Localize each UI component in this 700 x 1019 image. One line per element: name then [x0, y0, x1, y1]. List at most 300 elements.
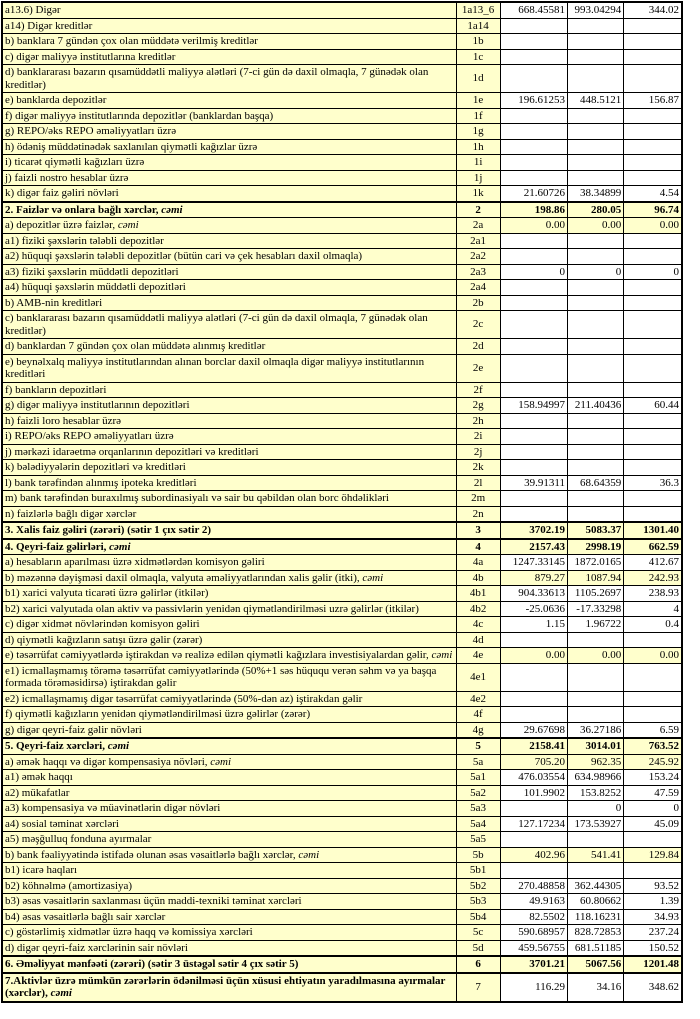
table-row: [2, 847, 682, 863]
row-label-cell: [2, 522, 456, 539]
row-value-cell-3: 348.62: [624, 973, 682, 1002]
table-row: [2, 707, 682, 723]
row-value-cell-2: 0.00: [567, 218, 623, 234]
row-code-cell: 2a1: [456, 233, 500, 249]
row-label: i) REPO/əks REPO əməliyyatları üzrə: [5, 430, 174, 442]
row-value-cell-1: 29.67698: [500, 722, 567, 738]
row-value-cell-1: [500, 311, 567, 339]
row-label-cell: [2, 18, 456, 34]
row-label-cell: [2, 218, 456, 234]
row-label: n) faizlərlə bağlı digər xərclər: [5, 507, 137, 520]
row-value-cell-3: [624, 863, 682, 879]
table-row: [2, 382, 682, 398]
row-value-cell-2: [567, 139, 623, 155]
row-value-cell-2: [567, 34, 623, 50]
table-row: [2, 18, 682, 34]
table-row: [2, 2, 682, 18]
row-code-cell: 4e2: [456, 691, 500, 707]
table-row: [2, 691, 682, 707]
table-row: [2, 940, 682, 956]
row-label: a) əmək haqqı və digər kompensasiya növləri,: [5, 755, 211, 768]
row-value-cell-3: [624, 65, 682, 93]
row-value-cell-1: [500, 354, 567, 382]
table-row: [2, 108, 682, 124]
row-code-cell: 5b: [456, 847, 500, 863]
row-value-cell-2: 362.44305: [567, 878, 623, 894]
row-value-cell-3: 763.52: [624, 738, 682, 754]
row-code-cell: 4c: [456, 617, 500, 633]
row-value-cell-1: 39.91311: [500, 475, 567, 491]
row-value-cell-3: 4: [624, 601, 682, 617]
row-code-cell: 5a4: [456, 816, 500, 832]
row-value-cell-3: 242.93: [624, 570, 682, 586]
row-label: a2) mükafatlar: [5, 786, 70, 799]
row-label: a3) fiziki şəxslərin müddətli depozitləri: [5, 265, 179, 278]
row-label-cell: [2, 264, 456, 280]
row-value-cell-3: 96.74: [624, 202, 682, 218]
row-value-cell-3: [624, 663, 682, 691]
row-code-cell: 2h: [456, 413, 500, 429]
row-label: a1) əmək haqqı: [5, 771, 73, 783]
row-value-cell-3: [624, 280, 682, 296]
row-code-cell: 4b: [456, 570, 500, 586]
row-label: d) banklararası bazarın qısamüddətli maliyyə alətləri (7-ci gün də daxil olmaqla, 7 günədək olan kreditlər): [5, 66, 429, 91]
row-label-cell: [2, 311, 456, 339]
row-value-cell-3: 156.87: [624, 93, 682, 109]
row-label-cell: [2, 832, 456, 848]
row-label-cell: [2, 170, 456, 186]
row-value-cell-1: 198.86: [500, 202, 567, 218]
row-value-cell-3: [624, 233, 682, 249]
row-value-cell-1: -25.0636: [500, 601, 567, 617]
row-code-cell: 1k: [456, 186, 500, 202]
row-value-cell-2: 993.04294: [567, 2, 623, 18]
row-value-cell-3: 60.44: [624, 398, 682, 414]
table-row: [2, 139, 682, 155]
row-value-cell-1: [500, 429, 567, 445]
row-value-cell-3: [624, 249, 682, 265]
row-code-cell: 4a: [456, 555, 500, 571]
row-value-cell-3: 4.54: [624, 186, 682, 202]
row-value-cell-3: [624, 18, 682, 34]
row-label: a2) hüquqi şəxslərin tələbli depozitlər (bütün cari və çek hesabları daxil olmaqla): [5, 250, 363, 262]
row-code-cell: 2m: [456, 491, 500, 507]
row-label-cell: [2, 956, 456, 973]
row-value-cell-3: 1201.48: [624, 956, 682, 973]
row-label-italic-suffix: cəmi: [161, 203, 183, 216]
row-value-cell-1: 82.5502: [500, 909, 567, 925]
row-value-cell-3: 0.00: [624, 218, 682, 234]
row-value-cell-1: [500, 632, 567, 648]
row-code-cell: 2a4: [456, 280, 500, 296]
row-label-cell: [2, 249, 456, 265]
table-row: [2, 586, 682, 602]
row-value-cell-1: 21.60726: [500, 186, 567, 202]
row-value-cell-2: 541.41: [567, 847, 623, 863]
row-code-cell: 2a2: [456, 249, 500, 265]
row-value-cell-3: [624, 382, 682, 398]
row-code-cell: 5b1: [456, 863, 500, 879]
row-label: b) məzənnə dəyişməsi daxil olmaqla, valyuta əməliyyatlarından xalis gəlir (itki),: [5, 571, 363, 584]
row-code-cell: 2a: [456, 218, 500, 234]
row-code-cell: 4f: [456, 707, 500, 723]
row-value-cell-1: 116.29: [500, 973, 567, 1002]
row-label-cell: [2, 280, 456, 296]
row-value-cell-1: [500, 155, 567, 171]
row-value-cell-1: 3702.19: [500, 522, 567, 539]
row-value-cell-3: [624, 155, 682, 171]
table-row: [2, 832, 682, 848]
row-label: h) faizli loro hesablar üzrə: [5, 414, 122, 427]
row-value-cell-1: [500, 382, 567, 398]
table-row: [2, 785, 682, 801]
row-code-cell: 5a: [456, 754, 500, 770]
row-value-cell-3: [624, 429, 682, 445]
row-value-cell-2: [567, 249, 623, 265]
row-value-cell-2: 1872.0165: [567, 555, 623, 571]
table-row: [2, 65, 682, 93]
row-value-cell-1: [500, 139, 567, 155]
row-label-cell: [2, 124, 456, 140]
row-value-cell-1: [500, 506, 567, 522]
row-value-cell-2: [567, 18, 623, 34]
row-label-cell: [2, 2, 456, 18]
row-value-cell-3: [624, 139, 682, 155]
table-row: [2, 617, 682, 633]
row-code-cell: 1i: [456, 155, 500, 171]
row-label: c) digər maliyyə institutlarına kreditlər: [5, 50, 176, 63]
table-row: [2, 863, 682, 879]
row-value-cell-1: 0.00: [500, 218, 567, 234]
row-code-cell: 2i: [456, 429, 500, 445]
row-label: e) banklarda depozitlər: [5, 94, 107, 106]
row-code-cell: 5d: [456, 940, 500, 956]
row-value-cell-3: [624, 632, 682, 648]
row-value-cell-1: [500, 707, 567, 723]
row-label-cell: [2, 863, 456, 879]
row-label-cell: [2, 894, 456, 910]
table-row: [2, 973, 682, 1002]
row-value-cell-3: 662.59: [624, 539, 682, 555]
table-row: [2, 413, 682, 429]
row-value-cell-1: [500, 18, 567, 34]
row-value-cell-1: [500, 339, 567, 355]
table-row: [2, 491, 682, 507]
row-value-cell-2: [567, 863, 623, 879]
row-value-cell-1: [500, 249, 567, 265]
row-value-cell-1: 127.17234: [500, 816, 567, 832]
row-value-cell-2: [567, 155, 623, 171]
row-code-cell: 5b3: [456, 894, 500, 910]
row-label: a4) sosial təminat xərcləri: [5, 817, 119, 830]
row-value-cell-2: [567, 413, 623, 429]
row-code-cell: 2a3: [456, 264, 500, 280]
row-code-cell: 5c: [456, 925, 500, 941]
row-value-cell-3: 93.52: [624, 878, 682, 894]
row-value-cell-2: 118.16231: [567, 909, 623, 925]
row-value-cell-3: 0: [624, 264, 682, 280]
row-code-cell: 1a14: [456, 18, 500, 34]
table-row: [2, 816, 682, 832]
row-label: 4. Qeyri-faiz gəlirləri,: [5, 540, 110, 553]
row-value-cell-2: [567, 311, 623, 339]
row-value-cell-3: 0: [624, 801, 682, 817]
row-code-cell: 4: [456, 539, 500, 555]
row-value-cell-3: [624, 832, 682, 848]
row-value-cell-2: [567, 233, 623, 249]
row-value-cell-3: 36.3: [624, 475, 682, 491]
table-row: [2, 663, 682, 691]
row-value-cell-2: [567, 65, 623, 93]
table-row: [2, 475, 682, 491]
row-value-cell-1: [500, 295, 567, 311]
row-value-cell-2: 0.00: [567, 648, 623, 664]
row-value-cell-2: [567, 444, 623, 460]
row-label: e) beynəlxalq maliyyə institutlarından alınan borclar daxil olmaqla digər maliyyə institutlarının kreditləri: [5, 355, 425, 380]
row-code-cell: 3: [456, 522, 500, 539]
row-label-cell: [2, 475, 456, 491]
row-value-cell-1: [500, 280, 567, 296]
table-row: [2, 170, 682, 186]
row-value-cell-2: 280.05: [567, 202, 623, 218]
row-label-italic-suffix: cəmi: [362, 571, 384, 584]
row-value-cell-3: 245.92: [624, 754, 682, 770]
row-value-cell-1: [500, 233, 567, 249]
row-label: a) depozitlər üzrə faizlər,: [5, 219, 118, 231]
row-label-cell: [2, 973, 456, 1002]
row-label-italic-suffix: cəmi: [109, 540, 131, 553]
table-row: [2, 218, 682, 234]
row-label: g) digər qeyri-faiz gəlir növləri: [5, 723, 142, 736]
table-row: [2, 398, 682, 414]
row-value-cell-1: [500, 170, 567, 186]
row-code-cell: 5a2: [456, 785, 500, 801]
row-value-cell-2: [567, 382, 623, 398]
row-value-cell-3: 150.52: [624, 940, 682, 956]
row-label-cell: [2, 354, 456, 382]
row-label-italic-suffix: cəmi: [50, 987, 72, 999]
row-label: b3) əsas vəsaitlərin saxlanması üçün maddi-texniki təminat xərcləri: [5, 895, 302, 907]
row-value-cell-2: [567, 295, 623, 311]
row-label: b1) icarə haqları: [5, 864, 78, 876]
row-value-cell-2: [567, 280, 623, 296]
table-row: [2, 264, 682, 280]
row-label: d) banklardan 7 gündən çox olan müddətə alınmış kreditlər: [5, 340, 266, 352]
row-label: f) qiymətli kağızların yenidən qiymətləndirilməsi üzrə gəlirlər (zərər): [5, 708, 311, 720]
table-row: [2, 956, 682, 973]
row-value-cell-3: 153.24: [624, 770, 682, 786]
row-code-cell: 1j: [456, 170, 500, 186]
row-label-cell: [2, 617, 456, 633]
row-value-cell-2: 0: [567, 264, 623, 280]
row-value-cell-1: 459.56755: [500, 940, 567, 956]
row-value-cell-1: 1.15: [500, 617, 567, 633]
row-value-cell-1: [500, 460, 567, 476]
row-label-cell: [2, 722, 456, 738]
row-label-cell: [2, 570, 456, 586]
row-code-cell: 1g: [456, 124, 500, 140]
row-value-cell-3: [624, 354, 682, 382]
row-value-cell-1: 158.94997: [500, 398, 567, 414]
row-label-cell: [2, 202, 456, 218]
row-label-cell: [2, 49, 456, 65]
table-row: [2, 444, 682, 460]
row-label: f) bankların depozitləri: [5, 383, 107, 396]
row-code-cell: 1h: [456, 139, 500, 155]
row-value-cell-1: 402.96: [500, 847, 567, 863]
table-row: [2, 354, 682, 382]
row-label: j) faizli nostro hesablar üzrə: [5, 171, 129, 184]
row-value-cell-2: [567, 108, 623, 124]
row-code-cell: 2b: [456, 295, 500, 311]
row-label: a14) Digər kreditlər: [5, 19, 93, 32]
row-label: m) bank tərəfindən buraxılmış subordinasiyalı və sair bu qəbildən olan borc öhdəlikləri: [5, 492, 389, 504]
table-row: [2, 632, 682, 648]
row-value-cell-1: 590.68957: [500, 925, 567, 941]
row-value-cell-1: [500, 491, 567, 507]
row-value-cell-3: [624, 339, 682, 355]
row-value-cell-3: [624, 311, 682, 339]
row-code-cell: 5a5: [456, 832, 500, 848]
row-label: k) digər faiz gəliri növləri: [5, 187, 119, 199]
row-code-cell: 6: [456, 956, 500, 973]
row-code-cell: 5: [456, 738, 500, 754]
row-value-cell-2: -17.33298: [567, 601, 623, 617]
row-value-cell-2: 1.96722: [567, 617, 623, 633]
row-value-cell-1: [500, 124, 567, 140]
table-row: [2, 894, 682, 910]
row-value-cell-2: 0: [567, 801, 623, 817]
row-value-cell-3: [624, 707, 682, 723]
row-code-cell: 5a3: [456, 801, 500, 817]
row-value-cell-1: 1247.33145: [500, 555, 567, 571]
row-value-cell-3: [624, 170, 682, 186]
row-value-cell-1: 0.00: [500, 648, 567, 664]
row-value-cell-1: 668.45581: [500, 2, 567, 18]
table-row: [2, 555, 682, 571]
row-code-cell: 2n: [456, 506, 500, 522]
row-label-cell: [2, 382, 456, 398]
report-sheet: [0, 1, 700, 1019]
table-row: [2, 878, 682, 894]
table-row: [2, 49, 682, 65]
row-label: b2) xarici valyutada olan aktiv və passivlərin yenidən qiymətləndirilməsi uzrə gəlirlər (itkilər): [5, 602, 419, 615]
row-value-cell-1: [500, 832, 567, 848]
row-label-cell: [2, 339, 456, 355]
row-label: e) təsərrüfat cəmiyyətlərdə iştirakdan və realizə edilən qiymətli kağızlara investisiyalardan gəlir,: [5, 649, 432, 661]
row-label: h) ödəniş müddətinədək saxlanılan qiymətli kağızlar üzrə: [5, 140, 258, 153]
row-label: g) digər maliyyə institutlarının depozitləri: [5, 399, 190, 411]
row-label-cell: [2, 65, 456, 93]
row-value-cell-3: [624, 49, 682, 65]
row-value-cell-2: [567, 491, 623, 507]
table-row: [2, 429, 682, 445]
row-code-cell: 2l: [456, 475, 500, 491]
row-label-cell: [2, 295, 456, 311]
table-row: [2, 522, 682, 539]
row-label-cell: [2, 878, 456, 894]
row-value-cell-1: [500, 801, 567, 817]
row-label-italic-suffix: cəmi: [107, 740, 130, 752]
row-value-cell-2: [567, 354, 623, 382]
row-label-cell: [2, 738, 456, 754]
row-label-cell: [2, 785, 456, 801]
table-row: [2, 570, 682, 586]
row-value-cell-2: 153.8252: [567, 785, 623, 801]
row-value-cell-3: [624, 295, 682, 311]
row-code-cell: 1c: [456, 49, 500, 65]
row-code-cell: 2f: [456, 382, 500, 398]
row-label-cell: [2, 398, 456, 414]
row-label-cell: [2, 648, 456, 664]
row-code-cell: 4b1: [456, 586, 500, 602]
row-code-cell: 4g: [456, 722, 500, 738]
row-value-cell-3: [624, 413, 682, 429]
row-label: b) bank fəaliyyətində istifadə olunan əsas vəsaitlərlə bağlı xərclər,: [5, 848, 299, 861]
row-code-cell: 2e: [456, 354, 500, 382]
table-row: [2, 925, 682, 941]
row-value-cell-1: 270.48858: [500, 878, 567, 894]
row-value-cell-2: 1087.94: [567, 570, 623, 586]
row-value-cell-2: 211.40436: [567, 398, 623, 414]
row-value-cell-1: 196.61253: [500, 93, 567, 109]
row-label-cell: [2, 770, 456, 786]
row-value-cell-2: 828.72853: [567, 925, 623, 941]
row-label: c) göstərlimiş xidmətlər üzrə haqq və komissiya xərcləri: [5, 926, 253, 938]
row-label-cell: [2, 108, 456, 124]
row-label: a) hesabların aparılması üzrə xidmətlərdən komisyon gəliri: [5, 556, 265, 568]
row-value-cell-2: [567, 49, 623, 65]
row-value-cell-2: 962.35: [567, 754, 623, 770]
row-label: i) ticarət qiymətli kağızları üzrə: [5, 156, 145, 168]
row-code-cell: 7: [456, 973, 500, 1002]
row-label: d) qiymətli kağızların satışı üzrə gəlir (zərər): [5, 633, 203, 646]
row-label-italic-suffix: cəmi: [210, 755, 232, 768]
row-label-cell: [2, 233, 456, 249]
row-code-cell: 2d: [456, 339, 500, 355]
row-label: a4) hüquqi şəxslərin müddətli depozitləri: [5, 281, 186, 293]
row-value-cell-2: 34.16: [567, 973, 623, 1002]
table-row: [2, 909, 682, 925]
row-value-cell-3: 412.67: [624, 555, 682, 571]
row-code-cell: 1a13_6: [456, 2, 500, 18]
row-value-cell-1: 476.03554: [500, 770, 567, 786]
table-row: [2, 648, 682, 664]
row-code-cell: 1f: [456, 108, 500, 124]
row-label-cell: [2, 632, 456, 648]
row-value-cell-3: [624, 691, 682, 707]
row-value-cell-2: [567, 506, 623, 522]
table-row: [2, 539, 682, 555]
row-label: k) bələdiyyələrin depozitləri və kreditləri: [5, 461, 186, 473]
table-row: [2, 280, 682, 296]
row-code-cell: 2j: [456, 444, 500, 460]
row-label-cell: [2, 707, 456, 723]
row-value-cell-1: [500, 663, 567, 691]
row-label: b) AMB-nin kreditləri: [5, 296, 103, 309]
row-code-cell: 1e: [456, 93, 500, 109]
row-label-cell: [2, 139, 456, 155]
row-label-cell: [2, 34, 456, 50]
row-value-cell-3: [624, 34, 682, 50]
row-label-cell: [2, 586, 456, 602]
row-label: e2) icmallaşmamış digər təsərrüfat cəmiyyətlərində (50%-dən az) iştirakdan gəlir: [5, 692, 363, 705]
row-label-cell: [2, 601, 456, 617]
row-label-italic-suffix: cəmi: [431, 649, 453, 661]
table-row: [2, 93, 682, 109]
row-value-cell-1: [500, 34, 567, 50]
row-label-cell: [2, 691, 456, 707]
